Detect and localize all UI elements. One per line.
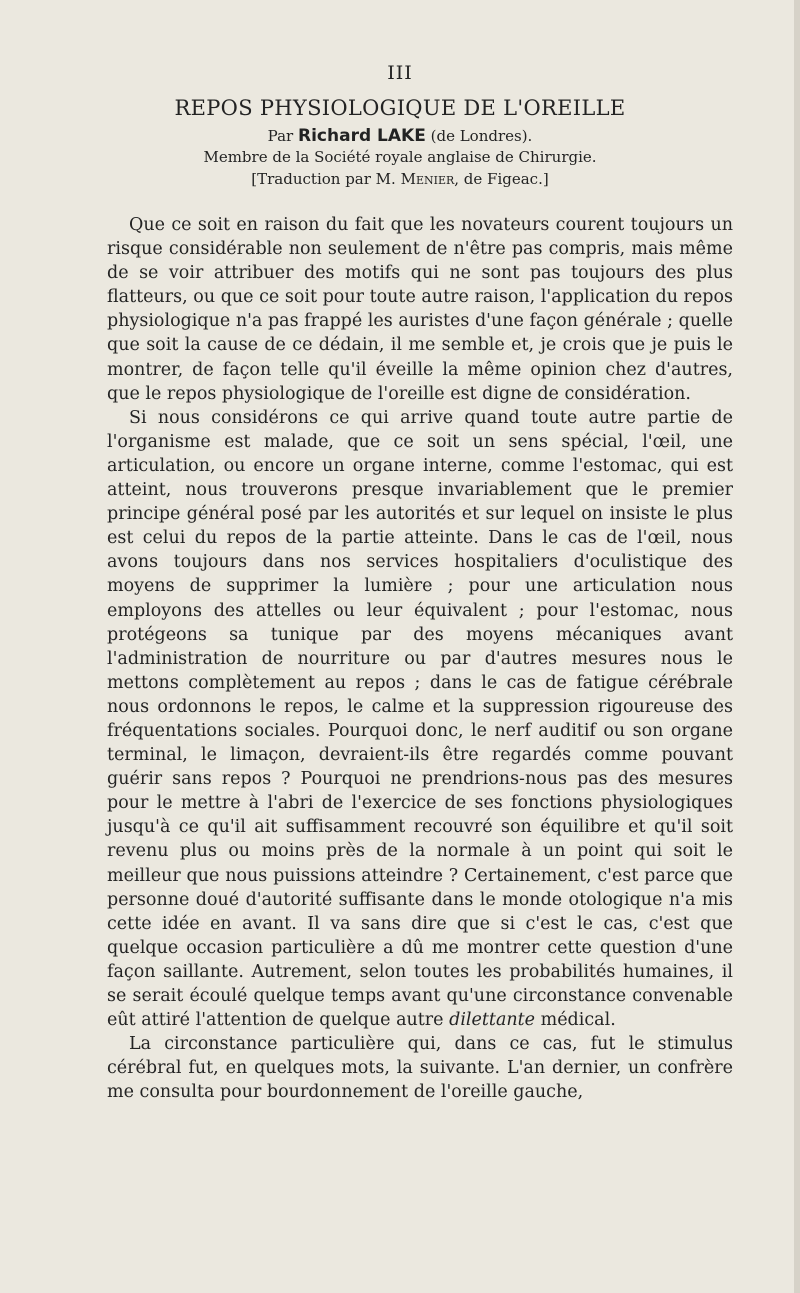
paragraph-2 — [107, 406, 733, 1032]
translation-credit — [0, 168, 800, 190]
paragraph-2-end: médical. — [535, 1010, 616, 1031]
translator-name: Menier — [400, 170, 455, 188]
author-line — [0, 126, 800, 146]
article-title: REPOS PHYSIOLOGIQUE DE L'OREILLE — [174, 96, 626, 120]
italic-term: dilettante — [449, 1010, 536, 1031]
author-suffix: (de Londres). — [430, 127, 533, 145]
author-prefix: Par — [267, 127, 294, 145]
author-affiliation: Membre de la Société royale anglaise de Chirurgie. — [203, 148, 597, 166]
author-name: Richard LAKE — [298, 126, 426, 146]
chapter-number: III — [387, 62, 413, 84]
article-header — [0, 62, 800, 190]
translation-close: , de Figeac.] — [454, 170, 549, 188]
paragraph-2-text: Si nous considérons ce qui arrive quand toute autre partie de l'organisme est malade, que ce soit un sens spécial, l'œil, une articulation, ou encore un organe interne, comme l'estomac, qui est atteint, nous trouverons presque invariablement que le premier principe général posé par les autorités et sur lequel on insiste le plus est celui du repos de la partie atteinte. Dans le cas de l'œil, nous avons toujours dans nos services hospitaliers d'oculistique des moyens de supprimer la lumière ; pour une articulation nous employons des attelles ou leur équivalent ; pour l'estomac, nous protégeons sa tunique par des moyens mécaniques avant l'administration de nourriture ou par d'autres mesures nous le mettons complètement au repos ; dans le cas de fatigue cérébrale nous ordonnons le repos, le calme et la suppression rigoureuse des fréquentations sociales. Pourquoi donc, le nerf auditif ou son organe terminal, le limaçon, devraient-ils être regardés comme pouvant guérir sans repos ? Pourquoi ne prendrions-nous pas des mesures pour le mettre à l'abri de l'exercice de ses fonctions physiologiques jusqu'à ce qu'il ait suffisamment recouvré son équilibre et qu'il soit revenu plus ou moins près de la normale à un point qui soit le meilleur que nous puissions atteindre ? Certainement, c'est parce que personne doué d'autorité suffisante dans le monde otologique n'a mis cette idée en avant. Il va sans dire que si c'est le cas, c'est que quelque occasion particulière a dû me montrer cette question d'une façon saillante. Autrement, selon toutes les probabilités humaines, il se serait écoulé quelque temps avant qu'une circonstance convenable eût attiré l'attention de quelque autre — [107, 407, 733, 1031]
paragraph-1-text: Que ce soit en raison du fait que les novateurs courent toujours un risque considérable non seulement de n'être pas compris, mais même de se voir attribuer des motifs qui ne sont pas toujours des plus flatteurs, ou que ce soit pour toute autre raison, l'application du repos physiologique n'a pas frappé les auristes d'une façon générale ; quelle que soit la cause de ce dédain, il me semble et, je crois que je puis le montrer, de façon telle qu'il éveille la même opinion chez d'autres, que le repos physiologique de l'oreille est digne de considération. — [107, 215, 733, 404]
paragraph-1 — [107, 213, 733, 406]
paragraph-3-text: La circonstance particulière qui, dans ce cas, fut le stimulus cérébral fut, en quelques mots, la suivante. L'an dernier, un confrère me consulta pour bourdonnement de l'oreille gauche, — [107, 1034, 733, 1103]
translation-open: [Traduction par M. — [251, 170, 396, 188]
article-body — [107, 213, 733, 1104]
paragraph-3 — [107, 1032, 733, 1104]
